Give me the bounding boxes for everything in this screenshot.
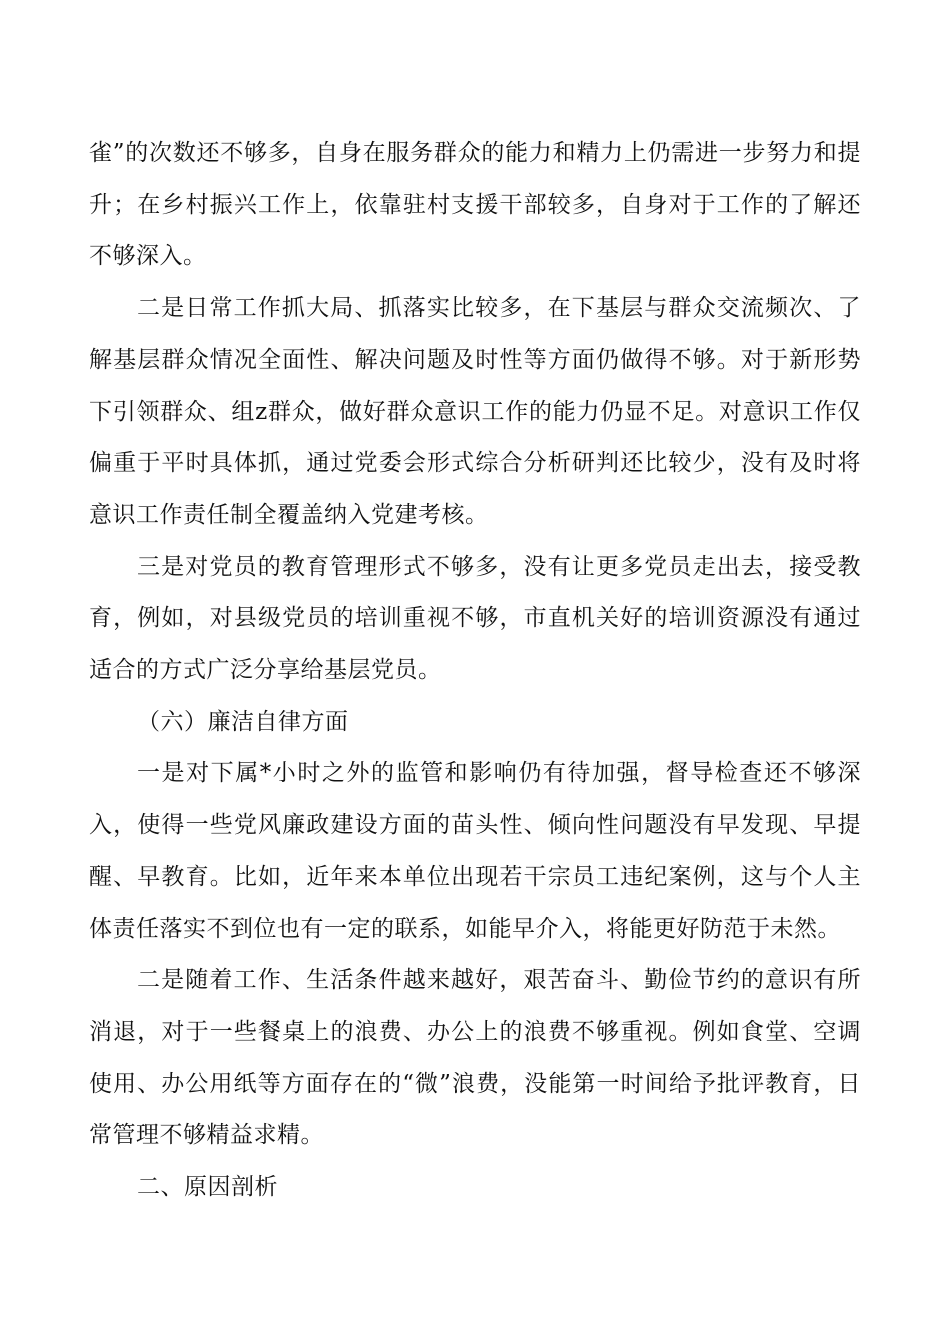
paragraph-point-three: 三是对党员的教育管理形式不够多，没有让更多党员走出去，接受教育，例如，对县级党员的培训重视不够，市直机关好的培训资源没有通过适合的方式广泛分享给基层党员。	[89, 553, 861, 684]
section-heading-cause-analysis: 二、原因剖析	[137, 1174, 278, 1201]
paragraph-integrity-point-one: 一是对下属*小时之外的监管和影响仍有待加强，督导检查还不够深入，使得一些党风廉政建设方面的苗头性、倾向性问题没有早发现、早提醒、早教育。比如，近年来本单位出现若干宗员工违纪案例，这与个人主体责任落实不到位也有一定的联系，如能早介入，将能更好防范于未然。	[89, 760, 861, 942]
section-heading-integrity: （六）廉洁自律方面	[137, 708, 349, 735]
paragraph-continuation: 雀”的次数还不够多，自身在服务群众的能力和精力上仍需进一步努力和提升；在乡村振兴工作上，依靠驻村支援干部较多，自身对于工作的了解还不够深入。	[89, 140, 861, 270]
paragraph-point-two: 二是日常工作抓大局、抓落实比较多，在下基层与群众交流频次、了解基层群众情况全面性、解决问题及时性等方面仍做得不够。对于新形势下引领群众、组z群众，做好群众意识工作的能力仍显不足。对意识工作仅偏重于平时具体抓，通过党委会形式综合分析研判还比较少，没有及时将意识工作责任制全覆盖纳入党建考核。	[89, 295, 861, 528]
paragraph-integrity-point-two: 二是随着工作、生活条件越来越好，艰苦奋斗、勤俭节约的意识有所消退，对于一些餐桌上的浪费、办公上的浪费不够重视。例如食堂、空调使用、办公用纸等方面存在的“微”浪费，没能第一时间给予批评教育，日常管理不够精益求精。	[89, 967, 861, 1149]
document-body	[89, 128, 861, 1214]
